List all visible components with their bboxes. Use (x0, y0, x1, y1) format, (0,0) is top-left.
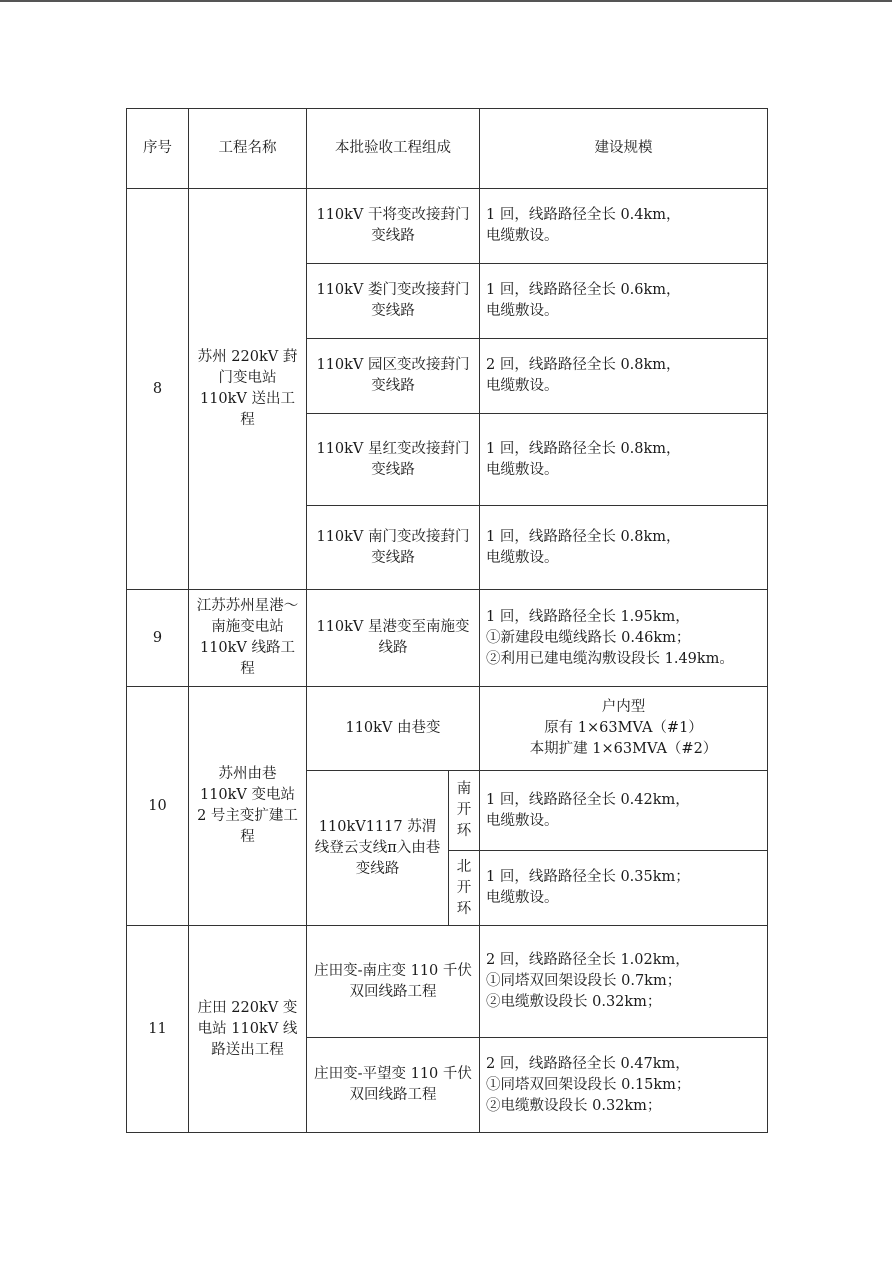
table-row (127, 687, 768, 771)
row-number: 11 (127, 926, 189, 1133)
top-border-line (0, 0, 892, 2)
scale-line: 1 回，线路路径全长 1.95km， (486, 608, 690, 625)
header-scale: 建设规模 (480, 109, 768, 189)
scale-line: 1 回，线路路径全长 0.42km， (486, 791, 690, 808)
scale-line: 2 回，线路路径全长 0.47km， (486, 1055, 690, 1072)
scale-cell (480, 506, 768, 590)
scale-line: 1 回，线路路径全长 0.8km， (486, 440, 681, 457)
header-project-name: 工程名称 (189, 109, 307, 189)
scale-line: 电缆敷设。 (486, 228, 559, 244)
header-components: 本批验收工程组成 (307, 109, 480, 189)
scale-line: 2 回，线路路径全长 1.02km， (486, 952, 690, 968)
scale-cell (480, 687, 768, 771)
scale-cell (480, 264, 768, 339)
scale-line: 电缆敷设。 (486, 461, 559, 478)
loop-south-label: 南开环 (449, 771, 480, 851)
loop-north-label: 北开环 (449, 851, 480, 926)
row-number: 8 (127, 189, 189, 590)
scale-line: 户内型 (601, 699, 646, 715)
scale-line: 1 回，线路路径全长 0.6km， (486, 282, 681, 298)
table-row (127, 590, 768, 687)
component-cell: 110kV 园区变改接葑门变线路 (307, 339, 480, 414)
component-cell: 110kV 娄门变改接葑门变线路 (307, 264, 480, 339)
component-cell: 110kV 由巷变 (307, 687, 480, 771)
scale-line: 1 回，线路路径全长 0.4km， (486, 207, 681, 223)
table-row (127, 926, 768, 1038)
scale-cell (480, 189, 768, 264)
scale-line: ①新建段电缆线路长 0.46km； (486, 629, 691, 646)
scale-line: ②利用已建电缆沟敷设段长 1.49km。 (486, 650, 734, 667)
component-cell: 110kV 星红变改接葑门变线路 (307, 414, 480, 506)
project-name: 江苏苏州星港～南施变电站 110kV 线路工程 (189, 590, 307, 687)
scale-line: ①同塔双回架设段长 0.7km； (486, 973, 682, 989)
scale-line: 1 回，线路路径全长 0.35km； (486, 869, 690, 885)
scale-line: 电缆敷设。 (486, 549, 559, 566)
scale-line: 电缆敷设。 (486, 890, 559, 906)
table-header-row (127, 109, 768, 189)
project-name: 苏州 220kV 葑门变电站 110kV 送出工程 (189, 189, 307, 590)
project-name: 苏州由巷 110kV 变电站 2 号主变扩建工程 (189, 687, 307, 926)
scale-cell (480, 414, 768, 506)
scale-cell (480, 771, 768, 851)
scale-line: 电缆敷设。 (486, 378, 559, 394)
scale-line: 2 回，线路路径全长 0.8km， (486, 357, 681, 373)
row-number: 9 (127, 590, 189, 687)
scale-cell (480, 590, 768, 687)
scale-line: ②电缆敷设段长 0.32km； (486, 994, 662, 1010)
scale-cell (480, 339, 768, 414)
header-no: 序号 (127, 109, 189, 189)
component-cell: 110kV1117 苏渭线登云支线π入由巷变线路 (307, 771, 449, 926)
scale-line: ②电缆敷设段长 0.32km； (486, 1097, 662, 1114)
row-number: 10 (127, 687, 189, 926)
component-cell: 110kV 干将变改接葑门变线路 (307, 189, 480, 264)
scale-line: ①同塔双回架设段长 0.15km； (486, 1076, 691, 1093)
scale-line: 本期扩建 1×63MVA（#2） (529, 741, 718, 757)
scale-line: 原有 1×63MVA（#1） (544, 720, 703, 736)
scale-cell (480, 1038, 768, 1133)
scale-line: 1 回，线路路径全长 0.8km， (486, 528, 681, 545)
component-cell: 110kV 南门变改接葑门变线路 (307, 506, 480, 590)
table-row (127, 189, 768, 264)
acceptance-table (126, 108, 768, 1133)
scale-cell (480, 926, 768, 1038)
project-name: 庄田 220kV 变电站 110kV 线路送出工程 (189, 926, 307, 1133)
scale-cell (480, 851, 768, 926)
component-cell: 110kV 星港变至南施变线路 (307, 590, 480, 687)
component-cell: 庄田变-南庄变 110 千伏双回线路工程 (307, 926, 480, 1038)
component-cell: 庄田变-平望变 110 千伏双回线路工程 (307, 1038, 480, 1133)
scale-line: 电缆敷设。 (486, 812, 559, 829)
scale-line: 电缆敷设。 (486, 303, 559, 319)
